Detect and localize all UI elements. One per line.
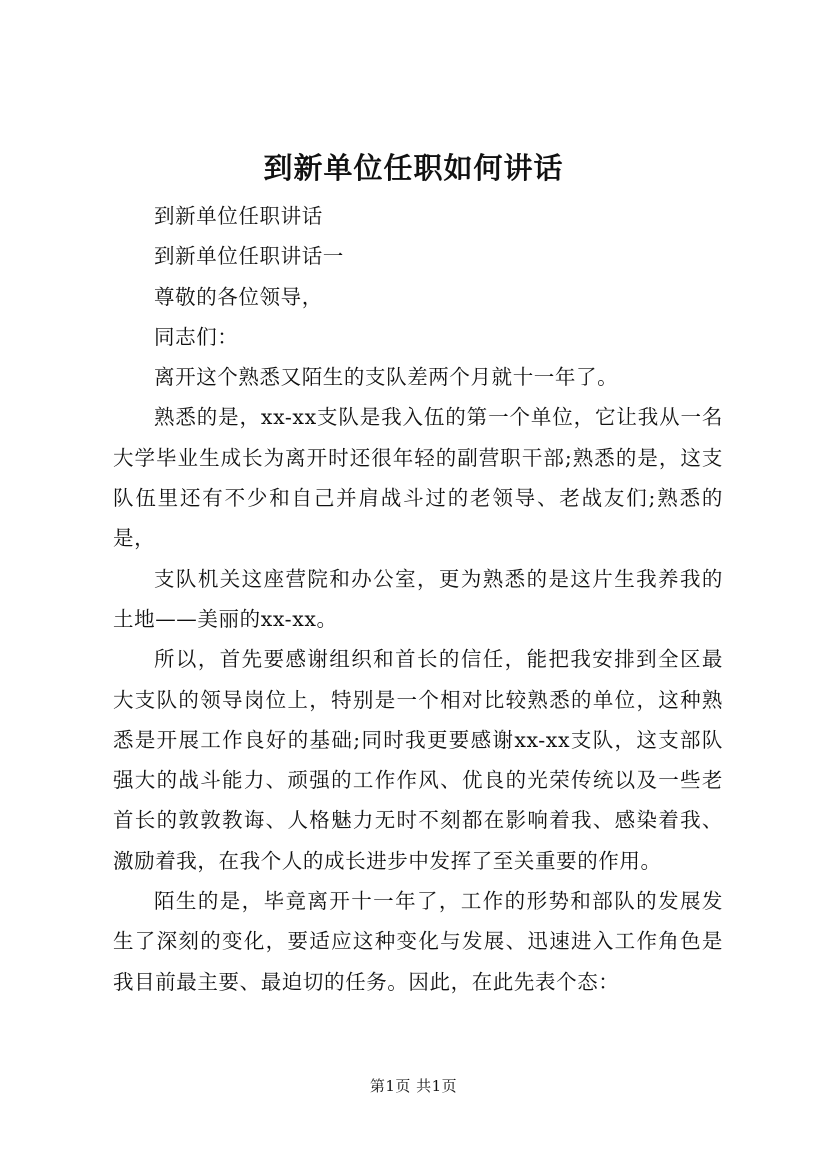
paragraph-unfamiliar: 陌生的是，毕竟离开十一年了，工作的形势和部队的发展发生了深刻的变化，要适应这种变化与发展、迅速进入工作角色是我目前最主要、最迫切的任务。因此，在此先表个态： <box>113 889 723 994</box>
paragraph-opening: 离开这个熟悉又陌生的支队差两个月就十一年了。 <box>154 365 619 390</box>
page-footer: 第1页 共1页 <box>369 1077 458 1095</box>
paragraph-salutation: 尊敬的各位领导， <box>154 284 323 309</box>
paragraph-familiar: 熟悉的是，xx-xx支队是我入伍的第一个单位，它让我从一名大学毕业生成长为离开时还很年轻的副营职干部;熟悉的是，这支队伍里还有不少和自己并肩战斗过的老领导、老战友们;熟悉的是， <box>113 405 723 551</box>
paragraph-subtitle: 到新单位任职讲话 <box>154 204 323 228</box>
paragraph-compound: 支队机关这座营院和办公室，更为熟悉的是这片生我养我的土地——美丽的xx-xx。 <box>113 566 723 631</box>
paragraph-greeting: 同志们： <box>154 324 239 349</box>
paragraph-heading: 到新单位任职讲话一 <box>154 244 344 269</box>
document-title: 到新单位任职如何讲话 <box>263 151 564 185</box>
document-body <box>113 196 723 1002</box>
paragraph-thanks: 所以，首先要感谢组织和首长的信任，能把我安排到全区最大支队的领导岗位上，特别是一个相对比较熟悉的单位，这种熟悉是开展工作良好的基础;同时我更要感谢xx-xx支队，这支部队强大的战斗能力、顽强的工作作风、优良的光荣传统以及一些老首长的敦敦教诲、人格魅力无时不刻都在影响着我、感染着我、激励着我，在我个人的成长进步中发挥了至关重要的作用。 <box>113 647 723 873</box>
